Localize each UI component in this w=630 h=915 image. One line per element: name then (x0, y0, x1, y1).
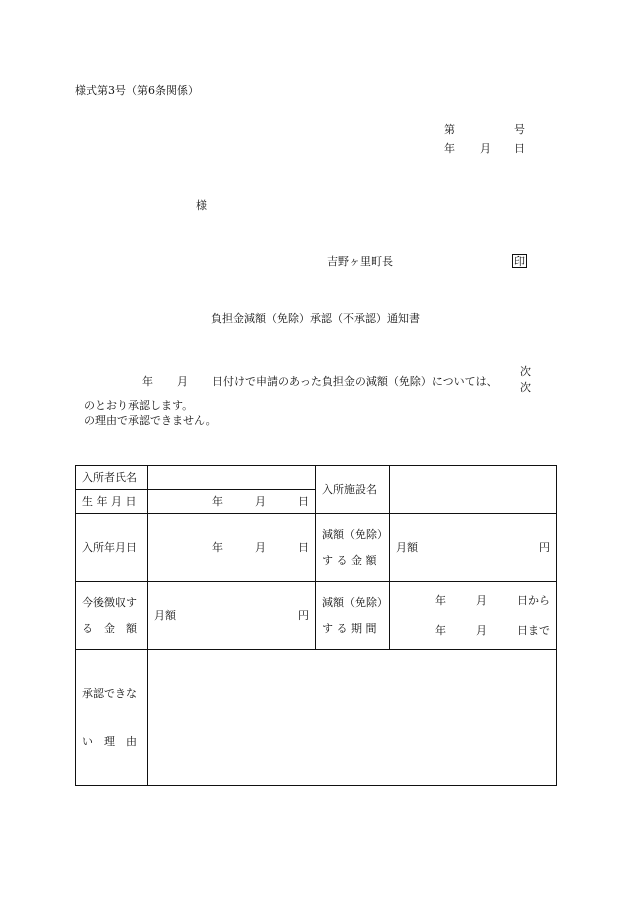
resident-name-label: 入所者氏名 (76, 466, 148, 490)
period-start-month: 月 (476, 593, 487, 607)
reduction-amount-cell (390, 514, 557, 582)
future-charge-label-line1: 今後徴収す (82, 595, 137, 609)
period-start (396, 586, 550, 616)
birth-date-day: 日 (298, 495, 309, 508)
issuer-title: 吉野ヶ里町長 (327, 255, 393, 268)
facility-name-cell (390, 466, 557, 514)
recipient-honorific: 様 (196, 199, 207, 212)
birth-date-month: 月 (255, 495, 266, 508)
issue-date-day: 日 (514, 142, 525, 155)
birth-date-year: 年 (212, 495, 223, 508)
reason-label (76, 650, 148, 786)
reason-label-line1: 承認できな (82, 686, 137, 700)
application-lead-text: 日付けで申請のあった負担金の減額（免除）については、 (212, 375, 498, 388)
reduction-period-cell (390, 582, 557, 650)
birth-date-cell (148, 490, 316, 514)
future-monthly-label: 月額 (154, 609, 176, 622)
reason-label-line2: い 理 由 (82, 734, 137, 748)
seal-stamp: 印 (514, 255, 525, 268)
reduction-period-label-line2: す る 期 間 (322, 621, 377, 635)
admission-date-year: 年 (212, 541, 223, 554)
details-table (75, 465, 557, 786)
facility-name-label: 入所施設名 (316, 466, 390, 514)
period-end (396, 616, 550, 646)
reason-cell (148, 650, 557, 786)
reduction-monthly-label: 月額 (396, 541, 418, 554)
reduction-yen-unit: 円 (539, 541, 550, 554)
reduction-amount-label-line1: 減額（免除） (322, 527, 388, 541)
admission-date-month: 月 (255, 541, 266, 554)
birth-date-label: 生 年 月 日 (76, 490, 148, 514)
future-charge-cell (148, 582, 316, 650)
form-number: 様式第3号（第6条関係） (75, 84, 199, 97)
application-date-month: 月 (177, 375, 188, 388)
option-reject-head: 次 (520, 381, 531, 394)
document-number-prefix: 第 (444, 123, 455, 136)
document-title: 負担金減額（免除）承認（不承認）通知書 (211, 312, 420, 325)
reduction-amount-label (316, 514, 390, 582)
period-start-year: 年 (435, 593, 446, 607)
reduction-period-label-line1: 減額（免除） (322, 595, 388, 609)
admission-date-day: 日 (298, 541, 309, 554)
application-date-year: 年 (142, 375, 153, 388)
admission-date-cell (148, 514, 316, 582)
period-end-year: 年 (435, 623, 446, 637)
reduction-period-label (316, 582, 390, 650)
period-start-day: 日から (517, 593, 550, 607)
option-reject-text: の理由で承認できません。 (84, 414, 217, 427)
option-approve-text: のとおり承認します。 (84, 399, 194, 412)
document-number-suffix: 号 (514, 123, 525, 136)
future-yen-unit: 円 (298, 609, 309, 622)
reduction-amount-label-line2: す る 金 額 (322, 553, 377, 567)
issue-date-year: 年 (444, 142, 455, 155)
resident-name-cell (148, 466, 316, 490)
future-charge-label-line2: る 金 額 (82, 621, 137, 635)
issue-date-month: 月 (480, 142, 491, 155)
period-end-day: 日まで (517, 623, 550, 637)
future-charge-label (76, 582, 148, 650)
option-approve-head: 次 (520, 365, 531, 378)
period-end-month: 月 (476, 623, 487, 637)
admission-date-label: 入所年月日 (76, 514, 148, 582)
